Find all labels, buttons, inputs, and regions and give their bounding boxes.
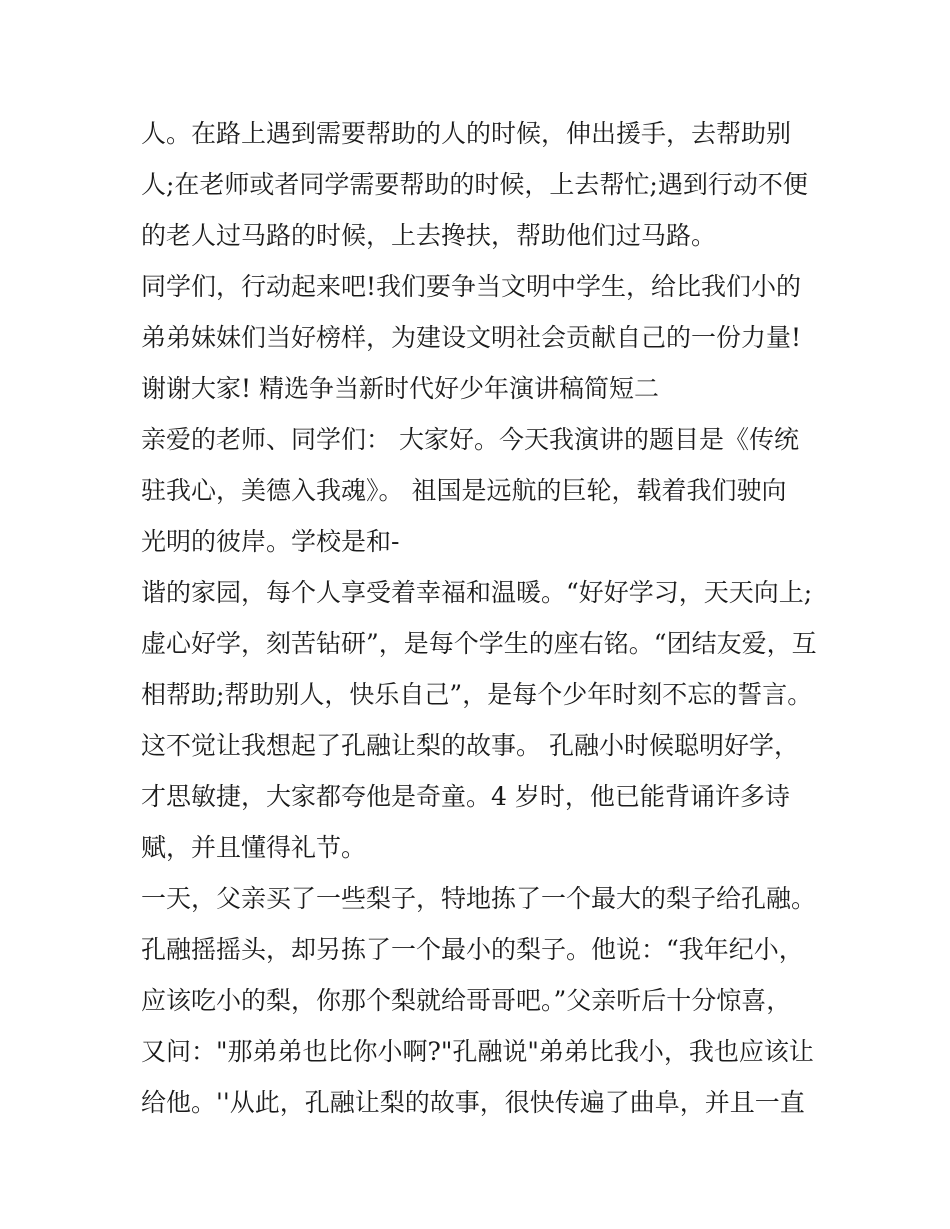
text-line-14: 才思敏捷，大家都夸他是奇童。4 岁时，他已能背诵许多诗 <box>141 782 790 811</box>
text-line-19: 又问："那弟弟也比你小啊?"孔融说"弟弟比我小，我也应该让 <box>141 1037 814 1066</box>
text-line-15: 赋，并且懂得礼节。 <box>141 833 367 862</box>
text-line-16: 一天，父亲买了一些梨子，特地拣了一个最大的梨子给孔融。 <box>141 884 817 913</box>
text-line-17: 孔融摇摇头，却另拣了一个最小的梨子。他说：“我年纪小， <box>141 935 804 964</box>
text-line-13: 这不觉让我想起了孔融让梨的故事。 孔融小时候聪明好学， <box>141 731 799 760</box>
text-line-9: 光明的彼岸。学校是和- <box>141 527 400 556</box>
text-line-11: 虚心好学，刻苦钻研”，是每个学生的座右铭。“团结友爱，互 <box>141 629 817 658</box>
text-line-7: 亲爱的老师、同学们： 大家好。今天我演讲的题目是《传统 <box>141 425 799 454</box>
text-line-6: 谢谢大家! 精选争当新时代好少年演讲稿简短二 <box>141 374 659 403</box>
text-line-8: 驻我心，美德入我魂》。 祖国是远航的巨轮，载着我们驶向 <box>141 476 787 505</box>
text-line-20: 给他。''从此，孔融让梨的故事，很快传遍了曲阜，并且一直 <box>141 1088 805 1117</box>
text-line-4: 同学们，行动起来吧!我们要争当文明中学生，给比我们小的 <box>141 272 802 301</box>
text-line-5: 弟弟妹妹们当好榜样，为建设文明社会贡献自己的一份力量! <box>141 323 802 352</box>
text-line-1: 人。在路上遇到需要帮助的人的时候，伸出援手，去帮助别 <box>141 119 792 148</box>
text-line-10: 谐的家园，每个人享受着幸福和温暖。“好好学习，天天向上; <box>141 578 813 607</box>
text-line-2: 人;在老师或者同学需要帮助的时候，上去帮忙;遇到行动不便 <box>141 170 808 199</box>
text-line-18: 应该吃小的梨，你那个梨就给哥哥吧。”父亲听后十分惊喜， <box>141 986 792 1015</box>
document-body <box>141 108 821 1128</box>
text-line-12: 相帮助;帮助别人，快乐自己”，是每个少年时刻不忘的誓言。 <box>141 680 813 709</box>
text-line-3: 的老人过马路的时候，上去搀扶，帮助他们过马路。 <box>141 221 717 250</box>
